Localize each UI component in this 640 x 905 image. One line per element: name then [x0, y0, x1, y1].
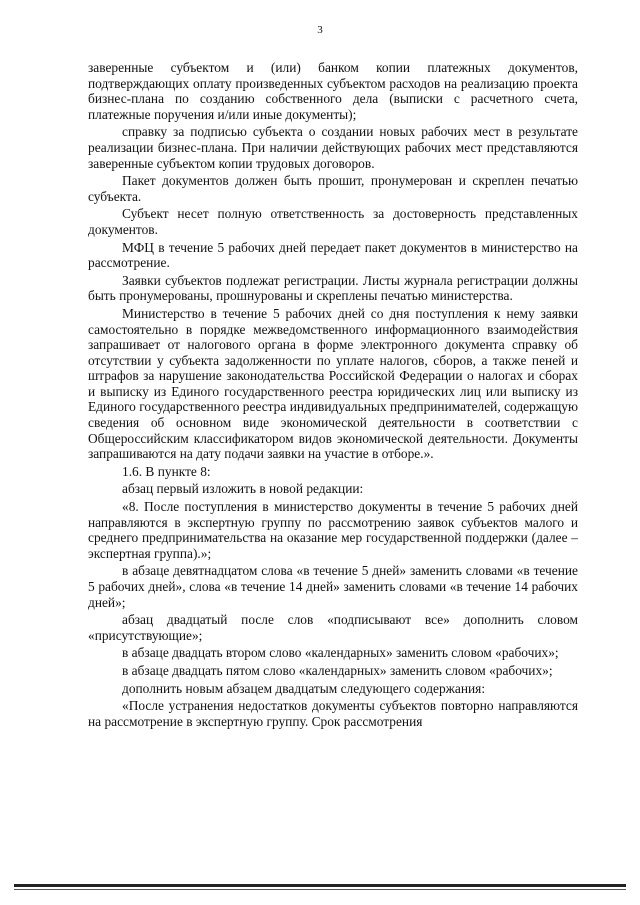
- paragraph-after-fix: «После устранения недостатков документы субъектов повторно направляются на рассмотрение в экспертную группу. Срок рассмотрения: [88, 698, 578, 729]
- paragraph-payment-docs: заверенные субъектом и (или) банком копии платежных документов, подтверждающих оплату произведенных субъектом расходов на реализацию проекта бизнес-плана по созданию собственного дела (выписки с расчетного счета, платежные поручения и/или иные документы);: [88, 60, 578, 122]
- document-body: [88, 60, 578, 731]
- paragraph-clause-1-6: 1.6. В пункте 8:: [122, 463, 211, 479]
- paragraph-responsibility: Субъект несет полную ответственность за достоверность представленных документов.: [88, 206, 578, 237]
- paragraph-ministry-request: Министерство в течение 5 рабочих дней со дня поступления к нему заявки самостоятельно в порядке межведомственного информационного взаимодействия запрашивает от налогового органа в форме электронного документа справку об отсутствии у субъекта задолженности по уплате налогов, сборов, а также пеней и штрафов за нарушение законодательства Российской Федерации о налогах и сборах и выписку из Единого государственного реестра юридических лиц или выписку из Единого государственного реестра индивидуальных предпринимателей, содержащую сведения об основном виде экономической деятельности в соответствии с Общероссийским классификатором видов экономической деятельности. Документы запрашиваются на дату подачи заявки на участие в отборе.».: [88, 305, 578, 462]
- paragraph-package-sealed: Пакет документов должен быть прошит, пронумерован и скреплен печатью субъекта.: [88, 173, 578, 204]
- paragraph-first-abzac: абзац первый изложить в новой редакции:: [122, 481, 364, 497]
- paragraph-abzac-25: в абзаце двадцать пятом слово «календарных» заменить словом «рабочих»;: [122, 662, 553, 678]
- paragraph-abzac-19: в абзаце девятнадцатом слова «в течение 5 дней» заменить словами «в течение 5 рабочих дней», слова «в течение 14 дней» заменить словами «в течение 14 рабочих дней»;: [88, 563, 578, 610]
- paragraph-abzac-22: в абзаце двадцать втором слово «календарных» заменить словом «рабочих»;: [122, 645, 559, 661]
- paragraph-mfc-transfer: МФЦ в течение 5 рабочих дней передает пакет документов в министерство на рассмотрение.: [88, 239, 578, 271]
- page-number: 3: [317, 24, 323, 36]
- paragraph-new-abzac: дополнить новым абзацем двадцатым следующего содержания:: [122, 680, 486, 696]
- paragraph-jobs-certificate: справку за подписью субъекта о создании новых рабочих мест в результате реализации бизнес-плана. При наличии действующих рабочих мест представляются заверенные субъектом копии трудовых договоров.: [88, 124, 578, 171]
- bottom-divider: [14, 884, 626, 887]
- paragraph-item-8: «8. После поступления в министерство документы в течение 5 рабочих дней направляются в экспертную группу по рассмотрению заявок субъектов малого и среднего предпринимательства на оказание мер государственной поддержки (далее – экспертная группа).»;: [88, 499, 578, 561]
- paragraph-abzac-20: абзац двадцатый после слов «подписывают все» дополнить словом «присутствующие»;: [88, 612, 578, 643]
- bottom-divider-thin: [14, 889, 626, 890]
- paragraph-registration: Заявки субъектов подлежат регистрации. Листы журнала регистрации должны быть пронумерованы, прошнурованы и скреплены печатью министерства.: [88, 272, 578, 304]
